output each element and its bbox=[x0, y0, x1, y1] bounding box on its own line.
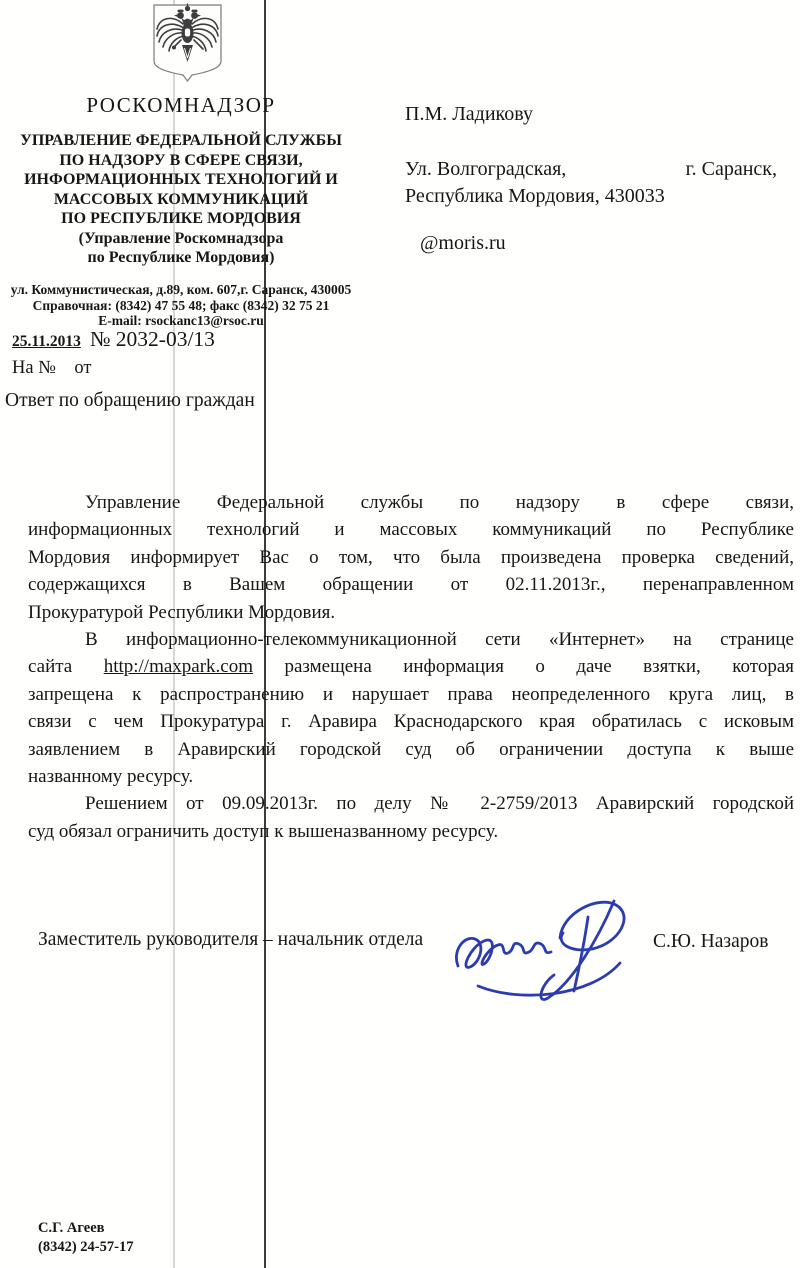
body-line: Управление Федеральной службы по надзору в сфере связи, bbox=[85, 492, 794, 513]
executor-name: С.Г. Агеев bbox=[38, 1220, 105, 1236]
contact-phone: Справочная: (8342) 47 55 48; факс (8342) 32 75 21 bbox=[32, 297, 330, 313]
outgoing-date: 25.11.2013 bbox=[12, 333, 81, 350]
body-line: информационных технологий и массовых коммуникаций по Республике bbox=[28, 519, 794, 541]
body-line: связи с чем Прокуратура г. Аравира Краснодарского края обратилась с исковым bbox=[28, 711, 794, 733]
letter-body bbox=[28, 489, 794, 845]
russia-coat-of-arms-icon bbox=[151, 2, 224, 84]
maxpark-url: http://maxpark.com bbox=[103, 656, 254, 678]
org-name-line: по Республике Мордовия) bbox=[87, 249, 275, 266]
recipient-email: @moris.ru bbox=[420, 232, 506, 254]
org-name-line: ПО РЕСПУБЛИКЕ МОРДОВИЯ bbox=[61, 210, 301, 227]
body-line: Мордовия информирует Вас о том, что была произведена проверка сведений, bbox=[28, 546, 794, 568]
url-line-pre: сайта bbox=[28, 656, 73, 678]
url-line-post: размещена информация о даче взятки, которая bbox=[284, 656, 795, 678]
body-line: Прокуратурой Республики Мордовия. bbox=[28, 601, 336, 623]
org-name-line: УПРАВЛЕНИЕ ФЕДЕРАЛЬНОЙ СЛУЖБЫ bbox=[20, 132, 342, 149]
body-line: заявлением в Аравирский городской суд об ограничении доступа к выше bbox=[28, 738, 794, 760]
signature-title: Заместитель руководителя – начальник отдела bbox=[38, 929, 424, 950]
org-name-line: (Управление Роскомнадзора bbox=[78, 229, 284, 247]
org-name-line: МАССОВЫХ КОММУНИКАЦИЙ bbox=[53, 190, 309, 208]
recipient-address-line1 bbox=[405, 158, 777, 181]
org-name-line: ИНФОРМАЦИОННЫХ ТЕХНОЛОГИЙ И bbox=[24, 171, 338, 188]
contact-address: ул. Коммунистическая, д.89, ком. 607,г. Саранск, 430005 bbox=[10, 282, 352, 297]
contact-email: E-mail: rsockanc13@rsoc.ru bbox=[98, 313, 264, 328]
outgoing-number: № 2032-03/13 bbox=[89, 327, 215, 351]
subject-line: Ответ по обращению граждан bbox=[5, 390, 255, 411]
signatory-name: С.Ю. Назаров bbox=[653, 931, 769, 952]
executor-block bbox=[38, 1219, 133, 1257]
body-line: Решением от 09.09.2013г. по делу № 2-2759/2013 Аравирский городской bbox=[85, 793, 794, 815]
recipient-name: П.М. Ладикову bbox=[405, 103, 534, 125]
body-line-with-url bbox=[28, 653, 794, 680]
recipient-street: Ул. Волгоградская, bbox=[405, 158, 567, 180]
body-line: названному ресурсу. bbox=[28, 766, 194, 788]
executor-phone: (8342) 24-57-17 bbox=[38, 1239, 134, 1255]
in-reply-ref: На № от bbox=[12, 358, 92, 378]
org-name-line: ПО НАДЗОРУ В СФЕРЕ СВЯЗИ, bbox=[59, 151, 303, 169]
body-line: суд обязал ограничить доступ к вышеназванному ресурсу. bbox=[28, 820, 499, 842]
agency-name: РОСКОМНАДЗОР bbox=[86, 93, 276, 117]
handwritten-signature bbox=[448, 891, 653, 1009]
org-full-name bbox=[2, 131, 360, 268]
letterhead-contacts bbox=[2, 282, 360, 329]
recipient-address-line2: Республика Мордовия, 430033 bbox=[405, 185, 665, 207]
outgoing-ref-row bbox=[12, 327, 215, 352]
body-line: запрещена к распространению и нарушает права неопределенного круга лиц, в bbox=[28, 683, 794, 705]
body-line: В информационно-телекоммуникационной сети «Интернет» на странице bbox=[85, 629, 794, 651]
body-line: содержащихся в Вашем обращении от 02.11.2013г., перенаправленном bbox=[28, 574, 794, 596]
recipient-city: г. Саранск, bbox=[685, 158, 777, 180]
